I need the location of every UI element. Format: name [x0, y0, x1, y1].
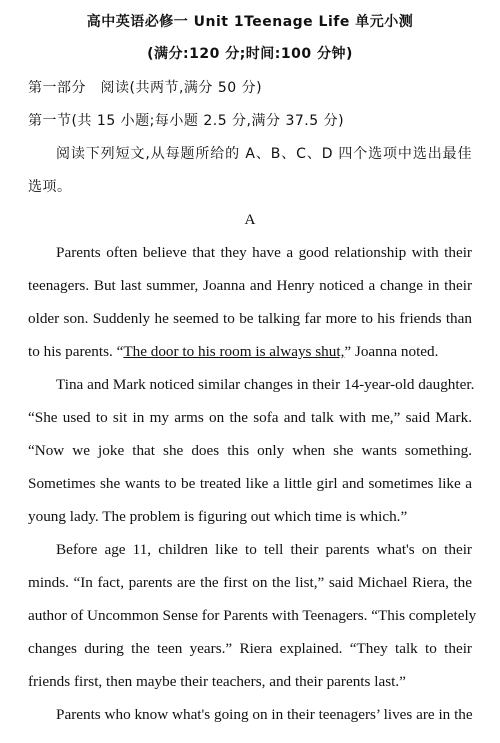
quote-close: ” Joanna noted. — [344, 343, 439, 360]
paragraph-3-line-5: friends first, then maybe their teachers, and their parents last.” — [28, 673, 406, 690]
paragraph-1-line-4 — [28, 342, 472, 362]
part-heading: 第一部分 阅读(共两节,满分 50 分) — [28, 80, 263, 96]
instruction-line-1: 阅读下列短文,从每题所给的 A、B、C、D 四个选项中选出最佳 — [56, 146, 472, 162]
paragraph-4-line-1: Parents who know what's going on in their teenagers’ lives are in the — [56, 706, 473, 723]
paragraph-1-line-2: teenagers. But last summer, Joanna and Henry noticed a change in their — [28, 277, 472, 294]
paragraph-3-line-2: minds. “In fact, parents are the first on the list,” said Michael Riera, the — [28, 574, 472, 591]
document-subtitle: (满分:120 分;时间:100 分钟) — [147, 46, 353, 62]
document-title: 高中英语必修一 Unit 1Teenage Life 单元小测 — [86, 14, 414, 30]
paragraph-3-line-4: changes during the teen years.” Riera explained. “They talk to their — [28, 640, 472, 657]
paragraph-2-line-4: Sometimes she wants to be treated like a little girl and sometimes like a — [28, 475, 472, 492]
paragraph-2-line-5: young lady. The problem is figuring out which time is which.” — [28, 508, 408, 525]
paragraph-2-line-3: “Now we joke that she does this only when she wants something. — [28, 442, 472, 459]
quote-open: to his parents. “ — [28, 343, 124, 360]
paragraph-3-line-1: Before age 11, children like to tell their parents what's on their — [56, 541, 472, 558]
instruction-line-2: 选项。 — [28, 179, 72, 195]
underlined-sentence: The door to his room is always shut, — [123, 343, 345, 360]
paragraph-2-line-1: Tina and Mark noticed similar changes in their 14-year-old daughter. — [56, 376, 475, 393]
paragraph-1-line-3: older son. Suddenly he seemed to be talking far more to his friends than — [28, 310, 472, 327]
section-heading: 第一节(共 15 小题;每小题 2.5 分,满分 37.5 分) — [28, 113, 345, 129]
passage-label: A — [244, 211, 256, 228]
paragraph-3-line-3: author of Uncommon Sense for Parents with Teenagers. “This completely — [28, 607, 477, 624]
paragraph-1-line-1: Parents often believe that they have a good relationship with their — [56, 244, 472, 261]
paragraph-2-line-2: “She used to sit in my arms on the sofa and talk with me,” said Mark. — [28, 409, 472, 426]
